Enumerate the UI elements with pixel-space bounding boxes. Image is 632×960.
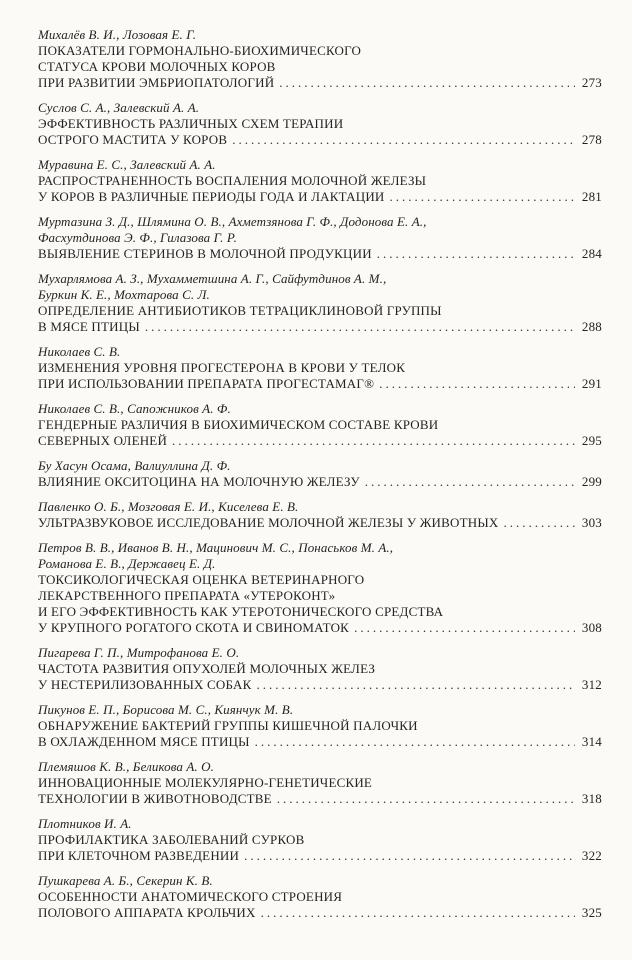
dot-leader [279,75,575,91]
entry-title-text: УЛЬТРАЗВУКОВОЕ ИССЛЕДОВАНИЕ МОЛОЧНОЙ ЖЕЛЕЗЫ У ЖИВОТНЫХ [38,515,499,530]
entry-authors-block [38,271,602,303]
entry-title-text: У КОРОВ В РАЗЛИЧНЫЕ ПЕРИОДЫ ГОДА И ЛАКТАЦИИ [38,189,385,204]
entry-title-block [38,173,602,205]
entry-page-number: 299 [581,474,602,489]
entry-title-block [38,661,602,693]
entry-authors: Плотников И. А. [38,816,132,831]
entry-title-line: РАСПРОСТРАНЕННОСТЬ ВОСПАЛЕНИЯ МОЛОЧНОЙ ЖЕЛЕЗЫ [38,173,427,188]
entry-title-text: ПРИ ИСПОЛЬЗОВАНИИ ПРЕПАРАТА ПРОГЕСТАМАГ® [38,376,375,391]
entry-title-last-line [38,515,602,531]
entry-authors: Муртазина З. Д., Шлямина О. В., Ахметзянова Г. Ф., Додонова Е. А., [38,214,427,229]
entry-title-block [38,43,602,91]
dot-leader [145,319,575,335]
entry-title-last-line [38,246,602,262]
entry-authors: Михалёв В. И., Лозовая Е. Г. [38,27,197,42]
entry-title-text: У КРУПНОГО РОГАТОГО СКОТА И СВИНОМАТОК [38,620,350,635]
entry-authors-block [38,157,602,173]
entry-title-line: ПРОФИЛАКТИКА ЗАБОЛЕВАНИЙ СУРКОВ [38,832,305,847]
entry-page-number: 308 [581,620,602,635]
entry-authors: Романова Е. В., Державец Е. Д. [38,556,216,571]
toc-entry [38,645,602,693]
dot-leader [256,677,575,693]
toc-entry [38,271,602,335]
entry-authors-block [38,540,602,572]
toc-entry [38,458,602,490]
entry-page-number: 295 [581,433,602,448]
dot-leader [379,376,575,392]
toc-entry [38,540,602,636]
entry-authors-block [38,759,602,775]
entry-title-block [38,515,602,531]
entry-authors: Суслов С. А., Залевский А. А. [38,100,200,115]
toc-entry [38,499,602,531]
dot-leader [172,433,575,449]
entry-title-block [38,572,602,636]
entry-title-last-line [38,791,602,807]
dot-leader [377,246,575,262]
entry-title-block [38,832,602,864]
entry-title-line: ЛЕКАРСТВЕННОГО ПРЕПАРАТА «УТЕРОКОНТ» [38,588,336,603]
entry-page-number: 281 [581,189,602,204]
entry-title-text: В ОХЛАЖДЕННОМ МЯСЕ ПТИЦЫ [38,734,250,749]
entry-title-line: И ЕГО ЭФФЕКТИВНОСТЬ КАК УТЕРОТОНИЧЕСКОГО СРЕДСТВА [38,604,444,619]
entry-page-number: 288 [581,319,602,334]
entry-authors-block [38,100,602,116]
entry-title-last-line [38,75,602,91]
entry-page-number: 291 [581,376,602,391]
entry-title-block [38,116,602,148]
entry-title-text: ПОЛОВОГО АППАРАТА КРОЛЬЧИХ [38,905,256,920]
entry-title-block [38,474,602,490]
entry-title-line: ЧАСТОТА РАЗВИТИЯ ОПУХОЛЕЙ МОЛОЧНЫХ ЖЕЛЕЗ [38,661,376,676]
entry-title-block [38,360,602,392]
entry-page-number: 273 [581,75,602,90]
dot-leader [232,132,575,148]
entry-authors: Павленко О. Б., Мозговая Е. И., Киселева Е. В. [38,499,299,514]
entry-authors: Пигарева Г. П., Митрофанова Е. О. [38,645,240,660]
toc-entry [38,100,602,148]
entry-authors: Мухарлямова А. З., Мухамметшина А. Г., Сайфутдинов А. М., [38,271,387,286]
entry-title-line: ОСОБЕННОСТИ АНАТОМИЧЕСКОГО СТРОЕНИЯ [38,889,343,904]
dot-leader [503,515,575,531]
entry-page-number: 312 [581,677,602,692]
entry-page-number: 278 [581,132,602,147]
entry-page-number: 303 [581,515,602,530]
entry-page-number: 325 [581,905,602,920]
entry-title-text: ОСТРОГО МАСТИТА У КОРОВ [38,132,228,147]
entry-title-last-line [38,620,602,636]
entry-title-line: ПОКАЗАТЕЛИ ГОРМОНАЛЬНО-БИОХИМИЧЕСКОГО [38,43,362,58]
entry-title-text: ВЫЯВЛЕНИЕ СТЕРИНОВ В МОЛОЧНОЙ ПРОДУКЦИИ [38,246,372,261]
entry-title-block [38,246,602,262]
entry-authors-block [38,645,602,661]
entry-authors: Петров В. В., Иванов В. Н., Мацинович М. С., Понаськов М. А., [38,540,394,555]
entry-title-last-line [38,319,602,335]
dot-leader [390,189,576,205]
entry-title-block [38,718,602,750]
entry-authors: Пикунов Е. П., Борисова М. С., Киянчук М. В. [38,702,294,717]
toc-entry [38,401,602,449]
entry-title-last-line [38,677,602,693]
entry-title-block [38,775,602,807]
entry-title-line: ИННОВАЦИОННЫЕ МОЛЕКУЛЯРНО-ГЕНЕТИЧЕСКИЕ [38,775,373,790]
entry-authors-block [38,27,602,43]
entry-authors: Николаев С. В., Сапожников А. Ф. [38,401,231,416]
entry-authors: Муравина Е. С., Залевский А. А. [38,157,216,172]
dot-leader [261,905,575,921]
entry-title-line: СТАТУСА КРОВИ МОЛОЧНЫХ КОРОВ [38,59,276,74]
entry-title-text: В МЯСЕ ПТИЦЫ [38,319,140,334]
entry-title-last-line [38,376,602,392]
entry-title-line: ЭФФЕКТИВНОСТЬ РАЗЛИЧНЫХ СХЕМ ТЕРАПИИ [38,116,344,131]
entry-authors-block [38,458,602,474]
entry-title-text: ВЛИЯНИЕ ОКСИТОЦИНА НА МОЛОЧНУЮ ЖЕЛЕЗУ [38,474,360,489]
toc-entry [38,816,602,864]
entry-page-number: 314 [581,734,602,749]
entry-title-text: ТЕХНОЛОГИИ В ЖИВОТНОВОДСТВЕ [38,791,272,806]
entry-title-text: ПРИ КЛЕТОЧНОМ РАЗВЕДЕНИИ [38,848,240,863]
toc-entry [38,344,602,392]
toc-entry [38,157,602,205]
entry-page-number: 322 [581,848,602,863]
entry-title-block [38,417,602,449]
entry-authors: Бу Хасун Осама, Валиуллина Д. Ф. [38,458,231,473]
entry-title-text: СЕВЕРНЫХ ОЛЕНЕЙ [38,433,168,448]
entry-authors-block [38,499,602,515]
entry-title-line: ГЕНДЕРНЫЕ РАЗЛИЧИЯ В БИОХИМИЧЕСКОМ СОСТАВЕ КРОВИ [38,417,439,432]
entry-title-block [38,889,602,921]
entry-authors-block [38,214,602,246]
entry-authors: Фасхутдинова Э. Ф., Гилазова Г. Р. [38,230,237,245]
dot-leader [255,734,575,750]
entry-title-text: ПРИ РАЗВИТИИ ЭМБРИОПАТОЛОГИЙ [38,75,275,90]
entry-title-line: ОБНАРУЖЕНИЕ БАКТЕРИЙ ГРУППЫ КИШЕЧНОЙ ПАЛОЧКИ [38,718,418,733]
toc-entry [38,873,602,921]
toc-entry [38,27,602,91]
entry-authors: Буркин К. Е., Мохтарова С. Л. [38,287,210,302]
entry-authors-block [38,702,602,718]
entry-authors: Племяшов К. В., Беликова А. О. [38,759,214,774]
entry-authors: Николаев С. В. [38,344,121,359]
entry-authors: Пушкарева А. Б., Секерин К. В. [38,873,213,888]
entry-page-number: 318 [581,791,602,806]
entry-title-last-line [38,132,602,148]
entry-title-last-line [38,734,602,750]
entry-authors-block [38,344,602,360]
dot-leader [244,848,575,864]
entry-page-number: 284 [581,246,602,261]
dot-leader [277,791,575,807]
entry-title-last-line [38,848,602,864]
entry-title-line: ИЗМЕНЕНИЯ УРОВНЯ ПРОГЕСТЕРОНА В КРОВИ У ТЕЛОК [38,360,406,375]
dot-leader [365,474,575,490]
entry-title-text: У НЕСТЕРИЛИЗОВАННЫХ СОБАК [38,677,252,692]
entry-authors-block [38,873,602,889]
entry-authors-block [38,816,602,832]
entry-title-last-line [38,474,602,490]
entry-title-last-line [38,905,602,921]
entry-authors-block [38,401,602,417]
toc-entry [38,759,602,807]
entry-title-last-line [38,189,602,205]
toc-entry [38,702,602,750]
toc-list [38,27,602,921]
entry-title-line: ОПРЕДЕЛЕНИЕ АНТИБИОТИКОВ ТЕТРАЦИКЛИНОВОЙ ГРУППЫ [38,303,442,318]
entry-title-last-line [38,433,602,449]
toc-entry [38,214,602,262]
entry-title-line: ТОКСИКОЛОГИЧЕСКАЯ ОЦЕНКА ВЕТЕРИНАРНОГО [38,572,365,587]
entry-title-block [38,303,602,335]
dot-leader [354,620,575,636]
